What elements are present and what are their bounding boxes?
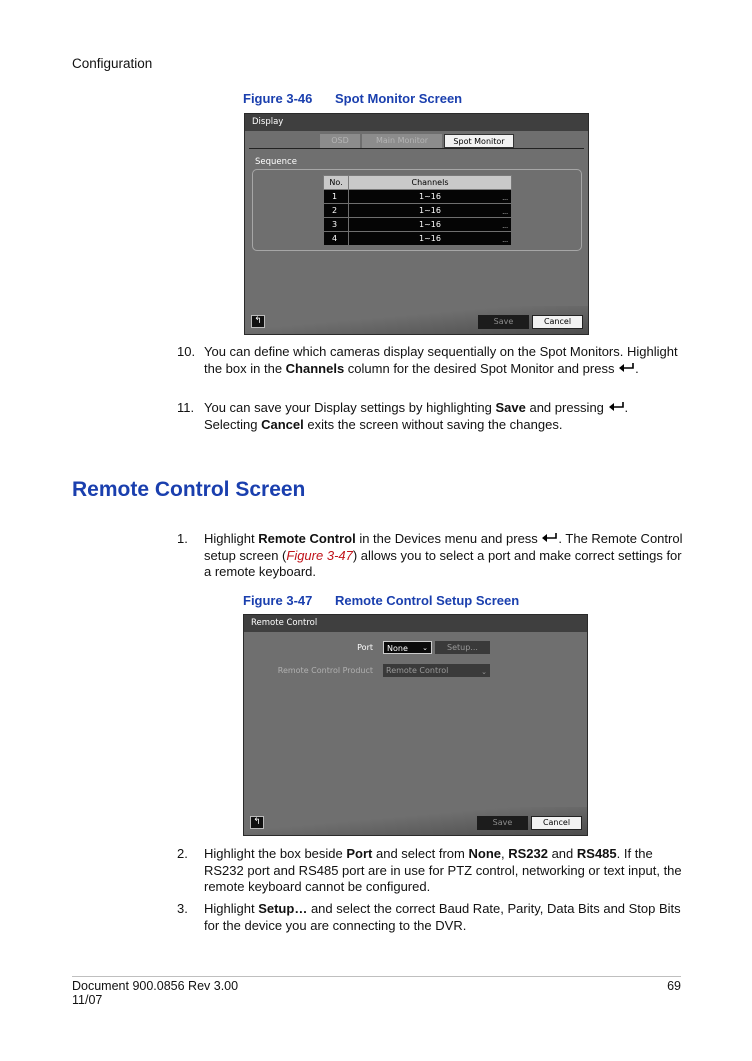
product-select[interactable] bbox=[383, 664, 490, 677]
figure-number: Figure 3-47 bbox=[243, 593, 313, 608]
document-date: 11/07 bbox=[72, 993, 103, 1007]
text-run: ) allows you to select a port and make correct settings for a remote keyboard. bbox=[204, 547, 682, 579]
figure-caption bbox=[243, 91, 462, 106]
step-text bbox=[204, 344, 684, 377]
more-icon: ... bbox=[502, 209, 508, 216]
text-run: . bbox=[635, 360, 639, 376]
screen-title: Display bbox=[245, 114, 588, 131]
bold-term: Cancel bbox=[261, 416, 304, 432]
text-run: You can save your Display settings by highlighting bbox=[204, 400, 496, 415]
bold-term: Setup… bbox=[258, 901, 308, 916]
bold-term: RS485 bbox=[576, 846, 617, 861]
step-number: 11. bbox=[177, 400, 195, 415]
back-icon[interactable]: ↰ bbox=[250, 816, 264, 829]
product-value: Remote Control bbox=[386, 666, 449, 675]
text-run: and pressing bbox=[525, 400, 608, 415]
tab-spot-monitor[interactable]: Spot Monitor bbox=[444, 134, 514, 148]
step-text bbox=[204, 400, 684, 433]
tab-osd[interactable]: OSD bbox=[320, 134, 360, 148]
table-row bbox=[324, 232, 512, 246]
chevron-down-icon: ⌄ bbox=[422, 644, 428, 652]
bold-term: Port bbox=[346, 846, 373, 861]
step-number: 1. bbox=[177, 531, 188, 546]
page-number: 69 bbox=[667, 979, 681, 993]
more-icon: ... bbox=[502, 195, 508, 202]
port-select[interactable] bbox=[383, 641, 432, 654]
text-run: exits the screen without saving the changes. bbox=[303, 416, 563, 432]
sequence-label: Sequence bbox=[255, 157, 297, 167]
column-header-channels: Channels bbox=[349, 176, 512, 190]
spot-monitor-screen bbox=[244, 113, 589, 335]
channels-cell[interactable] bbox=[349, 218, 512, 232]
channels-value: 1~16 bbox=[419, 220, 441, 229]
text-run: in the Devices menu and press bbox=[355, 531, 542, 546]
table-row bbox=[324, 190, 512, 204]
figure-link[interactable]: Figure 3-47 bbox=[286, 547, 353, 563]
text-run: and bbox=[547, 846, 577, 861]
step-text bbox=[204, 531, 684, 581]
text-run: . Selecting bbox=[204, 400, 629, 432]
cancel-button[interactable]: Cancel bbox=[531, 816, 582, 830]
list-item bbox=[177, 901, 687, 935]
bold-term: RS232 bbox=[508, 846, 548, 861]
channels-cell[interactable] bbox=[349, 190, 512, 204]
bold-term: Save bbox=[495, 400, 526, 415]
step-text bbox=[204, 846, 684, 896]
text-run: and select from bbox=[372, 846, 469, 861]
enter-key-icon bbox=[608, 401, 625, 413]
channels-value: 1~16 bbox=[419, 192, 441, 201]
channels-cell[interactable] bbox=[349, 204, 512, 218]
channels-cell[interactable] bbox=[349, 232, 512, 246]
cancel-button[interactable]: Cancel bbox=[532, 315, 583, 329]
channels-value: 1~16 bbox=[419, 206, 441, 215]
table-header-row bbox=[324, 176, 512, 190]
back-icon[interactable]: ↰ bbox=[251, 315, 265, 328]
row-number: 3 bbox=[324, 218, 349, 232]
bold-term: Channels bbox=[285, 360, 345, 376]
chevron-down-icon: ⌄ bbox=[481, 668, 487, 676]
table-row bbox=[324, 204, 512, 218]
text-run: Highlight the box beside bbox=[204, 846, 347, 861]
list-item bbox=[177, 344, 687, 378]
row-number: 4 bbox=[324, 232, 349, 246]
tab-main-monitor[interactable]: Main Monitor bbox=[362, 134, 442, 148]
text-run: Highlight bbox=[204, 531, 259, 546]
table-row bbox=[324, 218, 512, 232]
channels-value: 1~16 bbox=[419, 234, 441, 243]
column-header-no: No. bbox=[324, 176, 349, 190]
list-item bbox=[177, 400, 687, 434]
save-button[interactable]: Save bbox=[477, 816, 528, 830]
figure-caption bbox=[243, 593, 519, 608]
sequence-table bbox=[323, 175, 512, 246]
step-number: 3. bbox=[177, 901, 188, 916]
document-number: Document 900.0856 Rev 3.00 bbox=[72, 979, 239, 993]
text-run: . If the RS232 port and RS485 port are in use for PTZ control, networking or text input, the remote keyboard cannot be configured. bbox=[204, 846, 682, 894]
figure-title: Remote Control Setup Screen bbox=[335, 593, 520, 608]
section-heading: Remote Control Screen bbox=[72, 478, 306, 501]
bold-term: None bbox=[468, 846, 501, 861]
text-run: You can define which cameras display sequentially on the Spot Monitors. Highlight the box in the bbox=[204, 344, 678, 376]
footer-divider bbox=[72, 976, 681, 977]
enter-key-icon bbox=[618, 362, 635, 374]
text-run: . The Remote Control setup screen ( bbox=[204, 531, 683, 563]
text-run: and select the correct Baud Rate, Parity, Data Bits and Stop Bits for the device you are connecting to the DVR. bbox=[204, 901, 681, 933]
more-icon: ... bbox=[502, 223, 508, 230]
running-header: Configuration bbox=[72, 56, 153, 71]
step-text bbox=[204, 901, 684, 934]
step-number: 2. bbox=[177, 846, 188, 861]
screen-title: Remote Control bbox=[244, 615, 587, 632]
enter-key-icon bbox=[541, 532, 558, 544]
save-button[interactable]: Save bbox=[478, 315, 529, 329]
list-item bbox=[177, 846, 687, 896]
bold-term: Remote Control bbox=[258, 531, 356, 546]
step-number: 10. bbox=[177, 344, 196, 359]
tab-divider bbox=[249, 148, 584, 149]
port-label: Port bbox=[357, 643, 373, 652]
remote-control-screen bbox=[243, 614, 588, 836]
product-label: Remote Control Product bbox=[277, 666, 373, 675]
text-run: , bbox=[500, 846, 509, 861]
list-item bbox=[177, 531, 687, 581]
more-icon: ... bbox=[502, 237, 508, 244]
port-value: None bbox=[387, 644, 408, 653]
row-number: 2 bbox=[324, 204, 349, 218]
row-number: 1 bbox=[324, 190, 349, 204]
setup-button[interactable]: Setup... bbox=[435, 641, 490, 654]
text-run: column for the desired Spot Monitor and press bbox=[344, 360, 619, 376]
text-run: Highlight bbox=[204, 901, 259, 916]
figure-title: Spot Monitor Screen bbox=[335, 91, 463, 106]
figure-number: Figure 3-46 bbox=[243, 91, 313, 106]
